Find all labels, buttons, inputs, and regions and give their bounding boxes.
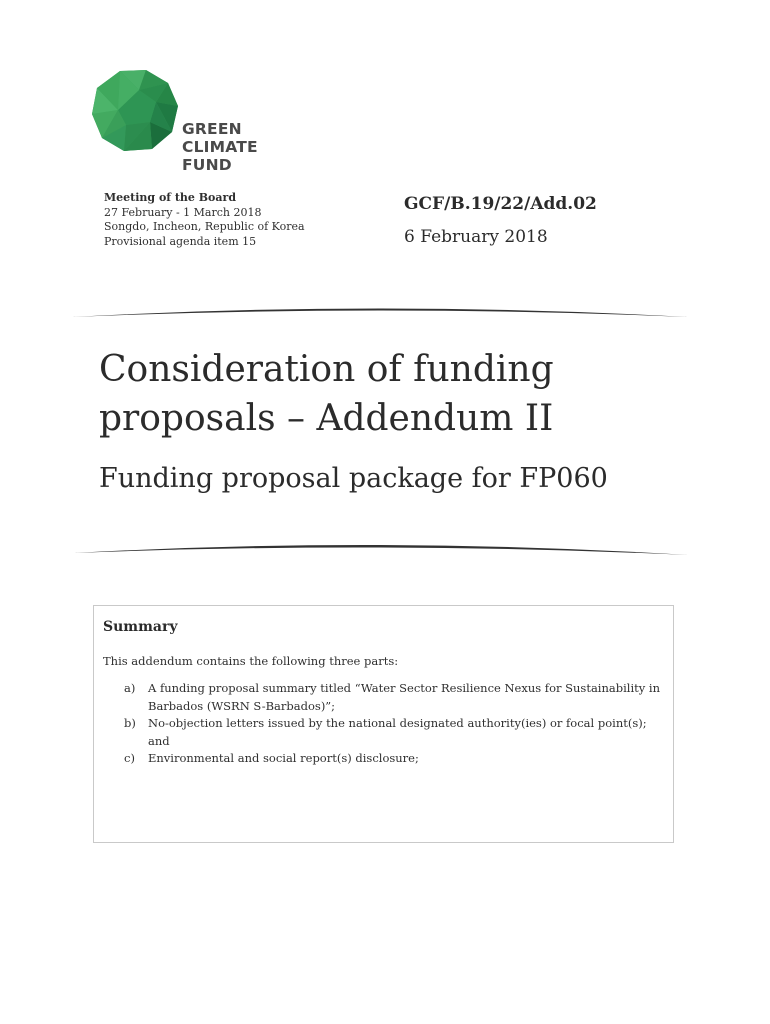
summary-item-marker: c) [124,751,135,765]
summary-item-text: No-objection letters issued by the national designated authority(ies) or focal point(s); and [148,716,647,748]
summary-box [93,605,674,843]
logo-line-fund: FUND [182,156,232,174]
document-reference: GCF/B.19/22/Add.02 [404,194,597,214]
logo-line-climate: CLIMATE [182,138,258,156]
page-title [99,345,719,443]
summary-heading: Summary [103,619,178,635]
meeting-title: Meeting of the Board [104,191,237,204]
summary-item-marker: a) [124,681,136,695]
meeting-agenda-item: Provisional agenda item 15 [104,234,257,248]
summary-list [103,680,663,768]
summary-intro: This addendum contains the following three parts: [103,654,399,668]
logo-wordmark [182,120,258,174]
title-line-2: proposals – Addendum II [99,398,554,439]
logo-line-green: GREEN [182,120,242,138]
document-date: 6 February 2018 [404,227,548,247]
summary-item-marker: b) [124,716,136,730]
summary-item-c [103,750,663,768]
summary-item-b [103,715,663,750]
green-globe-logo-icon [92,70,180,152]
gcf-logo [92,70,272,180]
summary-item-text: Environmental and social report(s) disclosure; [148,751,419,765]
meeting-info [104,191,305,249]
summary-item-text: A funding proposal summary titled “Water Sector Resilience Nexus for Sustainability in Barbados (WSRN S-Barbados)”; [148,681,660,713]
divider-bottom [70,538,690,558]
divider-top [70,302,690,322]
page-subtitle: Funding proposal package for FP060 [99,463,608,494]
title-line-1: Consideration of funding [99,349,554,390]
summary-item-a [103,680,663,715]
meeting-location: Songdo, Incheon, Republic of Korea [104,220,305,233]
meeting-dates: 27 February - 1 March 2018 [104,205,262,219]
